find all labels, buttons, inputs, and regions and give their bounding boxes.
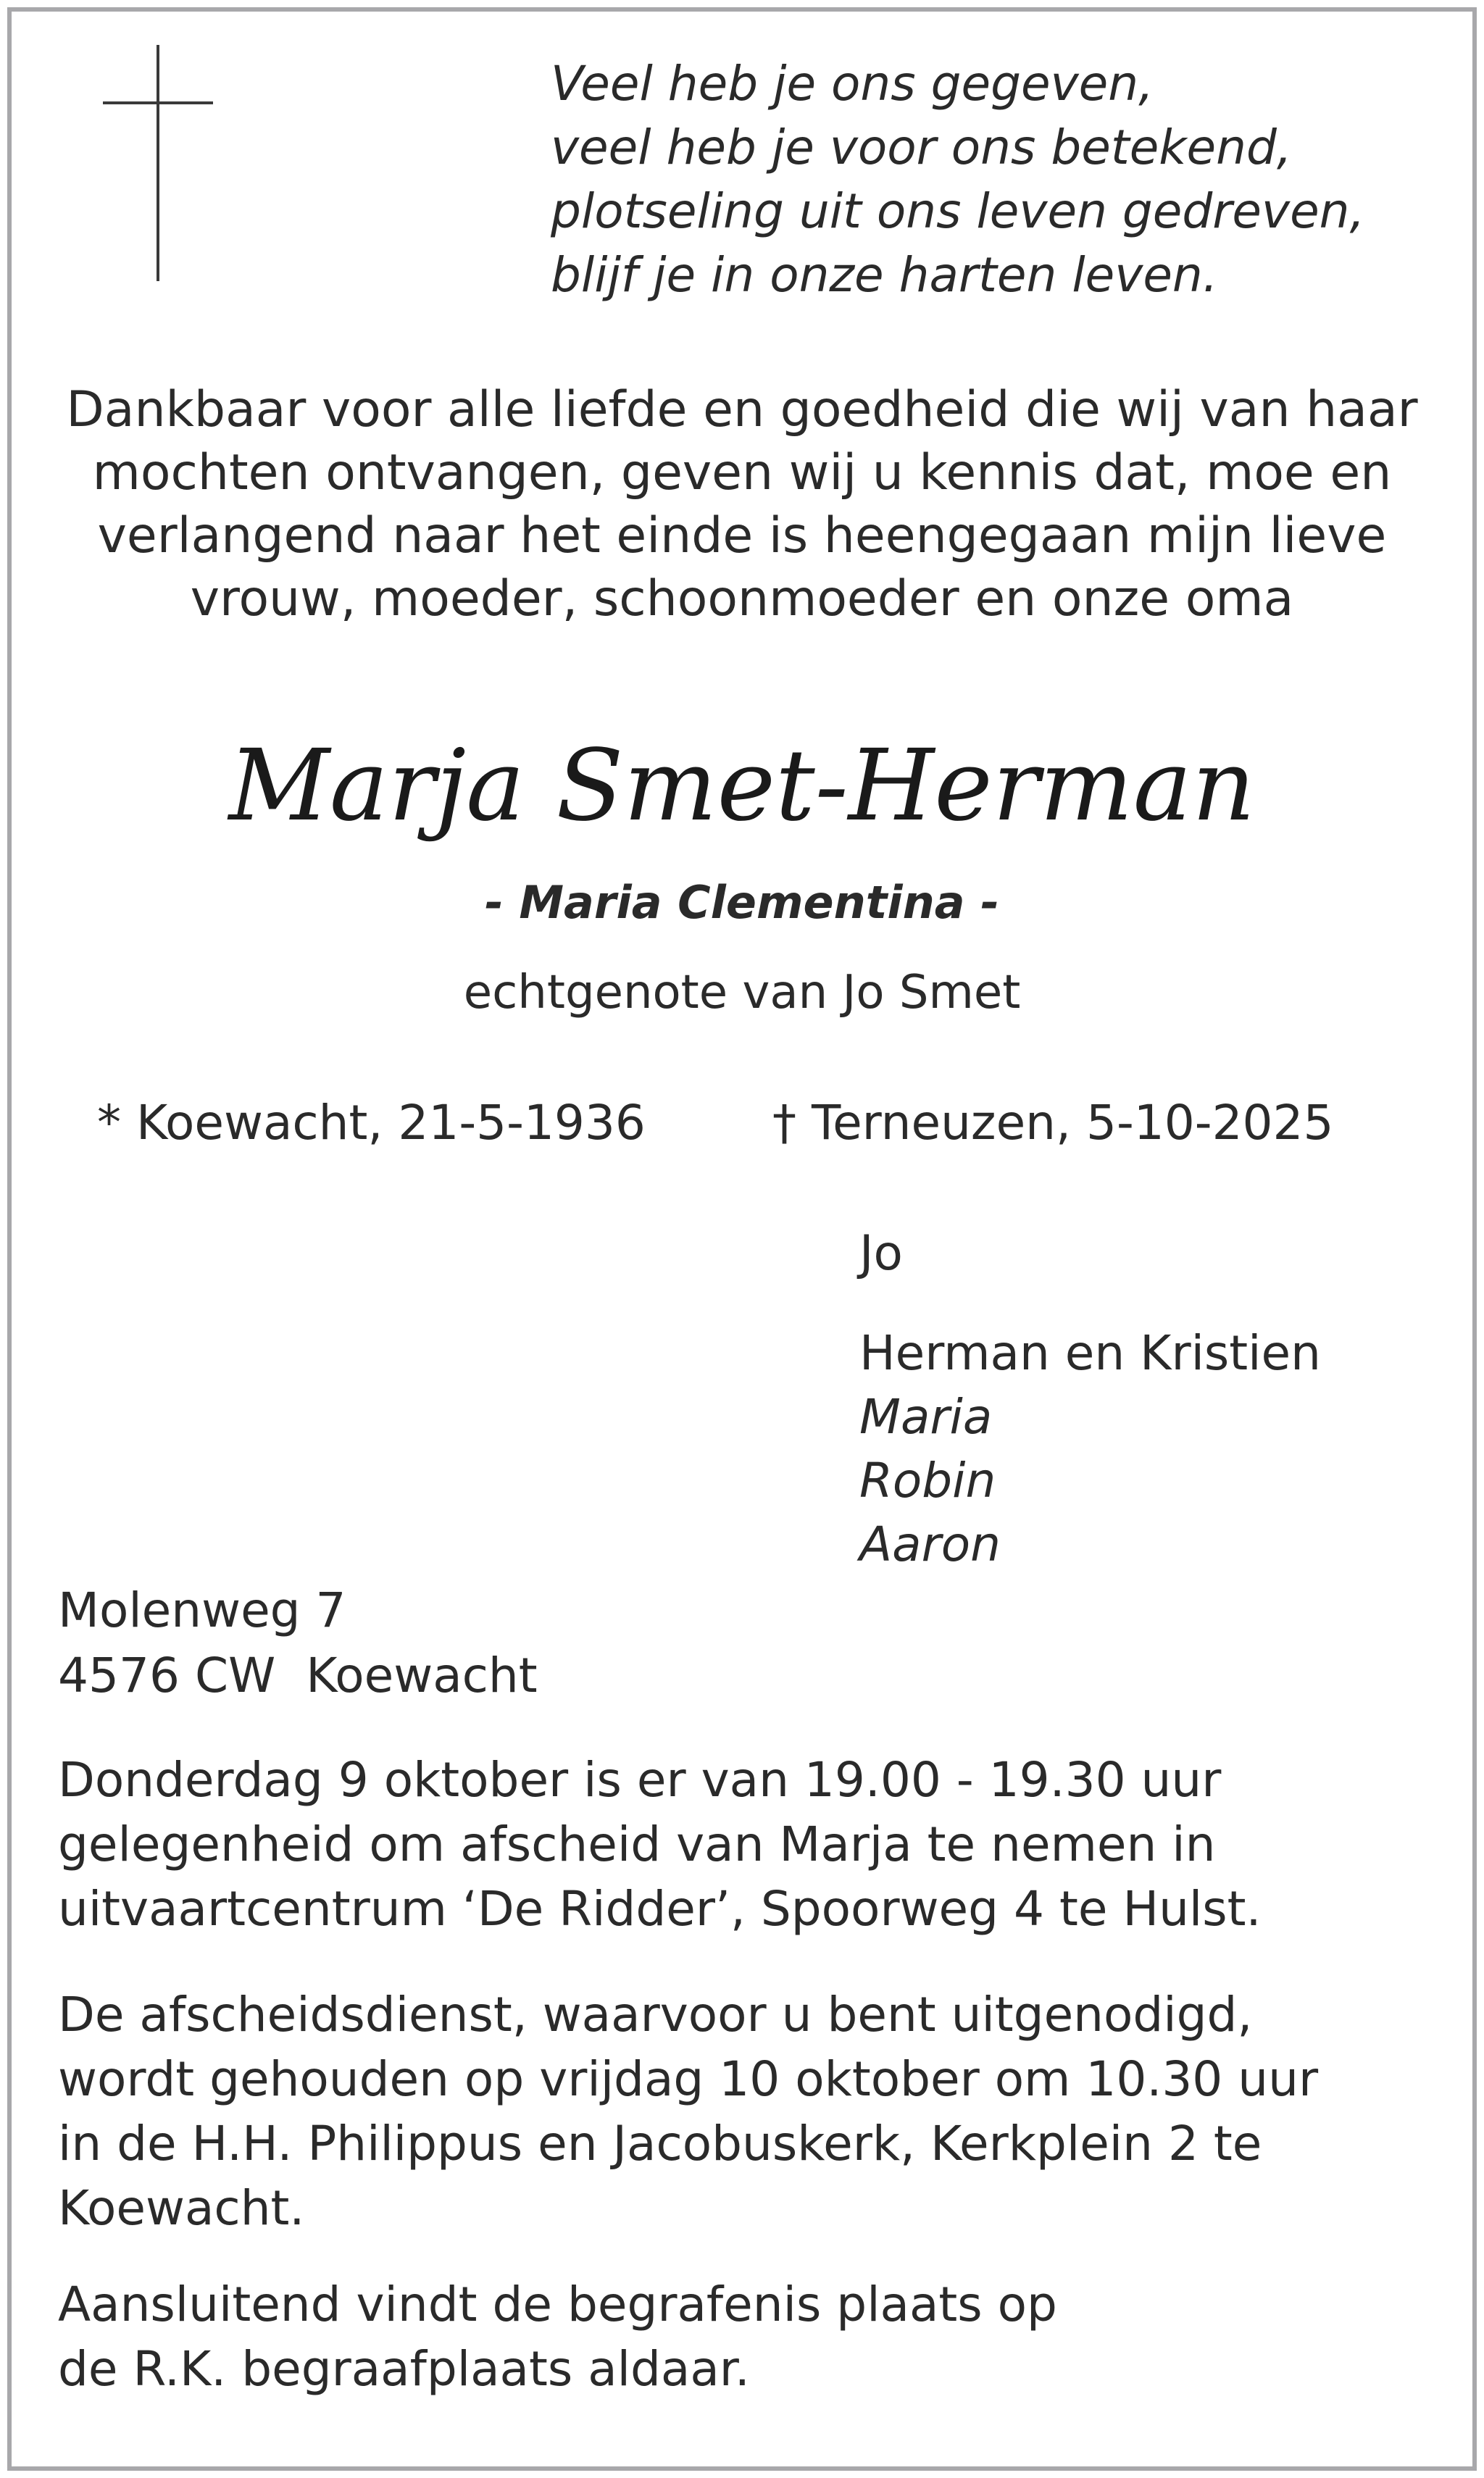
deceased-full-name: - Maria Clementina - xyxy=(485,876,999,929)
family-grandchild: Maria xyxy=(859,1389,993,1445)
burial-line: Aansluitend vindt de begrafenis plaats op xyxy=(58,2277,1057,2332)
service-line: wordt gehouden op vrijdag 10 oktober om 10.30 uur xyxy=(58,2051,1319,2107)
poem xyxy=(551,52,1449,307)
burial-line: de R.K. begraafplaats aldaar. xyxy=(58,2341,750,2397)
address-city: 4576 CW Koewacht xyxy=(58,1648,538,1703)
address-street: Molenweg 7 xyxy=(58,1582,346,1638)
intro-line: Dankbaar voor alle liefde en goedheid die wij van haar xyxy=(66,381,1418,438)
service-line: in de H.H. Philippus en Jacobuskerk, Kerkplein 2 te xyxy=(58,2116,1262,2172)
family-grandchild: Aaron xyxy=(859,1517,1001,1572)
burial-paragraph xyxy=(58,2272,1464,2401)
family-spacer xyxy=(859,1285,1321,1322)
intro-line: verlangend naar het einde is heengegaan mijn lieve xyxy=(97,507,1387,564)
viewing-line: gelegenheid om afscheid van Marja te nemen in xyxy=(58,1816,1216,1872)
poem-line: plotseling uit ons leven gedreven, xyxy=(551,183,1365,239)
viewing-paragraph xyxy=(58,1748,1464,1941)
cross-vertical-bar xyxy=(157,45,159,281)
poem-line: veel heb je voor ons betekend, xyxy=(551,120,1292,175)
intro-text xyxy=(29,378,1455,630)
service-line: De afscheidsdienst, waarvoor u bent uitgenodigd, xyxy=(58,1987,1253,2043)
death-info: † Terneuzen, 5-10-2025 xyxy=(772,1095,1334,1151)
intro-line: vrouw, moeder, schoonmoeder en onze oma xyxy=(190,570,1294,627)
address-block xyxy=(58,1578,538,1709)
service-paragraph xyxy=(58,1982,1464,2240)
deceased-name: Marja Smet-Herman xyxy=(228,729,1256,843)
intro-line: mochten ontvangen, geven wij u kennis dat, moe en xyxy=(92,444,1392,501)
viewing-line: Donderdag 9 oktober is er van 19.00 - 19.30 uur xyxy=(58,1752,1222,1808)
poem-line: blijf je in onze harten leven. xyxy=(551,247,1218,303)
poem-line: Veel heb je ons gegeven, xyxy=(551,56,1154,112)
family-grandchild: Robin xyxy=(859,1453,996,1509)
family-spouse: Jo xyxy=(859,1225,903,1281)
viewing-line: uitvaartcentrum ‘De Ridder’, Spoorweg 4 te Hulst. xyxy=(58,1881,1262,1937)
spouse-line: echtgenote van Jo Smet xyxy=(463,966,1021,1019)
family-child: Herman en Kristien xyxy=(859,1325,1321,1381)
family-list xyxy=(859,1222,1321,1577)
cross-horizontal-bar xyxy=(103,101,213,104)
service-line: Koewacht. xyxy=(58,2180,305,2236)
birth-info: * Koewacht, 21-5-1936 xyxy=(97,1095,646,1151)
